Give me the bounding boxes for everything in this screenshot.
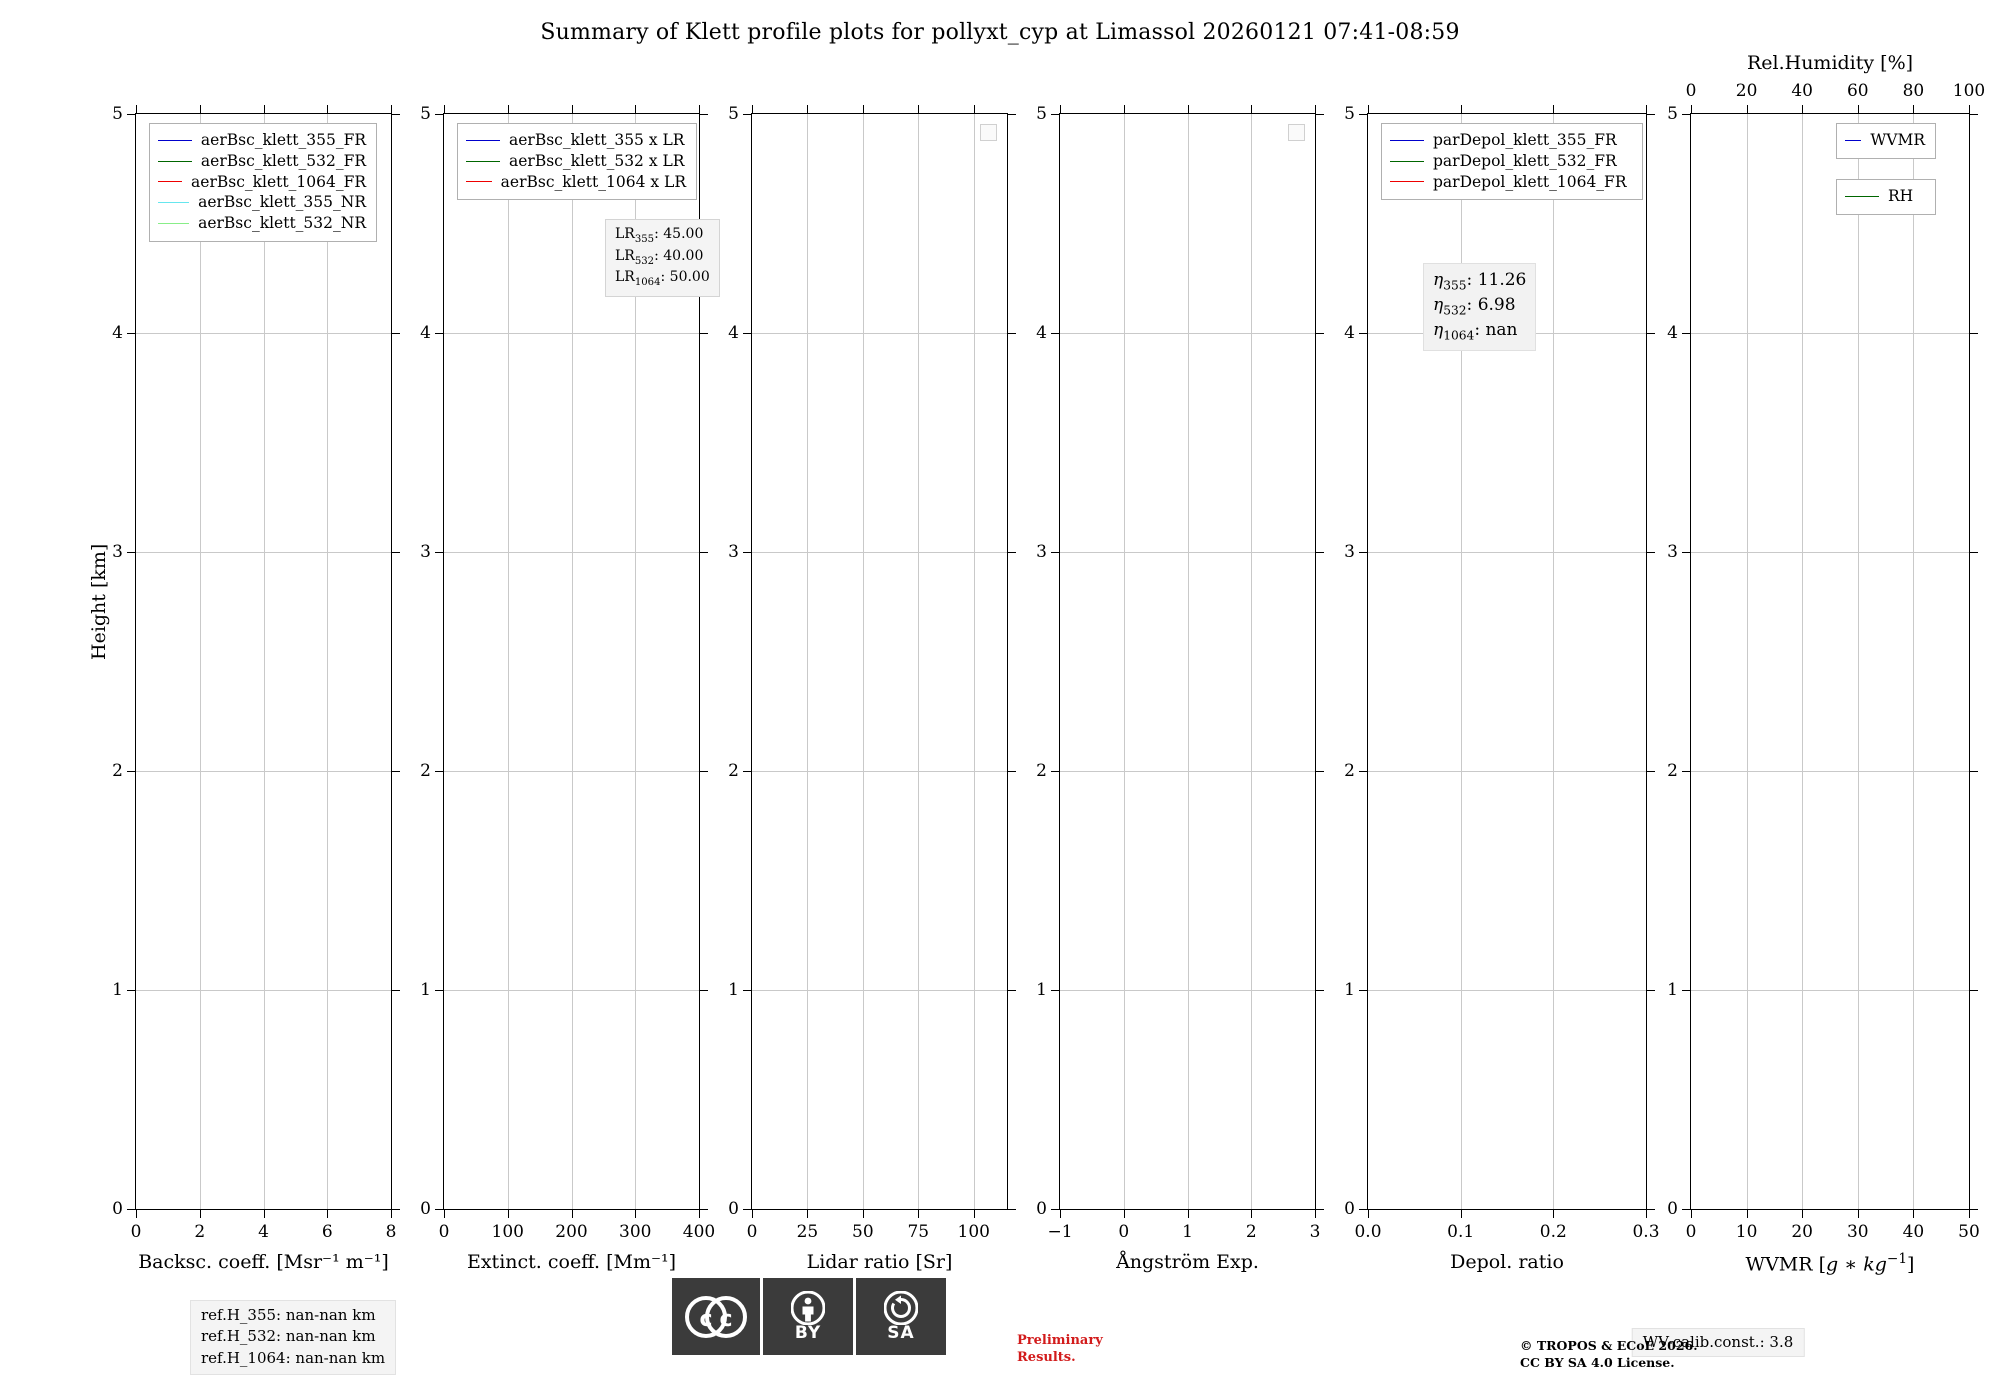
x-tick-label: 3	[1309, 1222, 1321, 1242]
y-tick-label: 1	[1667, 980, 1678, 1000]
share-alike-icon	[884, 1291, 918, 1325]
eta-355-label: η	[1433, 270, 1444, 290]
legend-item	[466, 172, 686, 193]
x-axis-title-backscatter: Backsc. coeff. [Msr⁻¹ m⁻¹]	[138, 1251, 389, 1273]
cc-sa-label: SA	[887, 1322, 915, 1343]
legend-backscatter[interactable]	[149, 123, 377, 242]
wv-calibration-constant: WV-calib.const.: 3.8	[1632, 1328, 1805, 1357]
y-tick-label: 2	[112, 761, 123, 781]
legend-swatch-532	[466, 161, 500, 162]
y-tick-label: 2	[1036, 761, 1047, 781]
y-tick-label: 4	[420, 323, 431, 343]
svg-text:c: c	[719, 1306, 733, 1332]
lr-532-sub: 532	[634, 255, 655, 267]
legend-rh[interactable]	[1836, 179, 1936, 215]
lr-1064-value: 50.00	[669, 269, 710, 286]
x-tick-label: 2	[194, 1222, 206, 1242]
legend-wvmr[interactable]	[1836, 123, 1936, 159]
ref-h-532: ref.H_532: nan-nan km	[201, 1327, 376, 1346]
x-axis-title-depol-ratio: Depol. ratio	[1450, 1251, 1564, 1273]
legend-label: aerBsc_klett_1064 x LR	[500, 172, 686, 191]
legend-placeholder-angstrom[interactable]	[1288, 124, 1305, 141]
eta-355-row: $\eta_{355}$: 11.26	[1433, 270, 1527, 293]
eta-532-row: $\eta_{532}$: 6.98	[1433, 294, 1516, 318]
legend-item	[158, 192, 366, 213]
panel-lidar-ratio	[728, 104, 1008, 1273]
cc-by-cell	[763, 1278, 853, 1355]
legend-swatch-pardepol-1064	[1390, 181, 1424, 182]
legend-item	[158, 213, 366, 234]
legend-item	[1390, 172, 1632, 193]
y-tick-label: 5	[420, 104, 431, 124]
y-tick-label: 5	[1036, 104, 1047, 124]
legend-label: aerBsc_klett_1064_FR	[191, 172, 366, 191]
y-tick-label: 1	[112, 980, 123, 1000]
legend-extinction[interactable]	[457, 123, 697, 200]
reference-height-box	[190, 1300, 396, 1375]
legend-swatch-pardepol-355	[1390, 140, 1424, 141]
ref-h-1064: ref.H_1064: nan-nan km	[201, 1348, 386, 1367]
lr-355-label: LR	[615, 226, 635, 242]
legend-label: aerBsc_klett_355_FR	[200, 131, 366, 149]
eta-532-sub: 532	[1443, 303, 1467, 318]
x-tick-label: 4	[258, 1222, 269, 1242]
legend-swatch-355	[466, 140, 500, 141]
y-tick-label: 5	[1667, 104, 1678, 124]
legend-item	[1390, 130, 1632, 151]
legend-swatch-pardepol-532	[1390, 161, 1424, 162]
eta-532-value: 6.98	[1477, 294, 1516, 315]
legend-label: aerBsc_klett_532 x LR	[509, 151, 685, 170]
cc-by-label: BY	[794, 1322, 822, 1343]
lr-532-value: 40.00	[663, 247, 704, 264]
legend-placeholder-lidar-ratio[interactable]	[980, 124, 997, 141]
legend-swatch-1064	[466, 181, 492, 182]
y-tick-label: 1	[1036, 980, 1047, 1000]
x-axis-title-lidar-ratio: Lidar ratio [Sr]	[806, 1251, 953, 1273]
legend-item	[158, 172, 366, 193]
legend-swatch-355nr	[158, 202, 189, 203]
eta-annotation	[1423, 263, 1536, 351]
legend-item	[466, 130, 686, 151]
lr-355-row: $LR_{355}$: 45.00	[615, 226, 704, 245]
eta-532-label: η	[1433, 294, 1444, 315]
x-tick-label: 0.1	[1447, 1222, 1475, 1242]
legend-item	[1845, 130, 1925, 151]
legend-item	[158, 130, 366, 151]
cc-sa-cell	[856, 1278, 946, 1355]
legend-swatch-rh	[1845, 196, 1879, 197]
panel-wvmr-rh	[1667, 52, 1986, 1276]
y-tick-label: 0	[1667, 1199, 1678, 1219]
eta-1064-row: $\eta_{1064}$: nan	[1433, 319, 1518, 343]
x-tick-label: 1	[1182, 1222, 1193, 1242]
y-tick-label: 3	[420, 542, 431, 562]
y-tick-label: 3	[1344, 542, 1355, 562]
lr-1064-sub: 1064	[634, 277, 661, 289]
y-tick-label: 2	[420, 761, 431, 781]
x-tick-label: 200	[555, 1222, 588, 1242]
x-tick-label: 25	[796, 1222, 819, 1242]
y-tick-label: 4	[1036, 323, 1047, 343]
legend-item	[1845, 186, 1925, 207]
copyright-line-2: CC BY SA 4.0 License.	[1520, 1354, 1675, 1370]
x-tick-label: 0.3	[1632, 1222, 1660, 1242]
x-tick-label: 40	[1902, 1222, 1925, 1242]
legend-label: aerBsc_klett_355 x LR	[509, 131, 685, 149]
y-tick-label: 0	[1344, 1199, 1355, 1219]
legend-label: parDepol_klett_532_FR	[1433, 151, 1617, 170]
copyright-note	[1520, 1338, 1698, 1372]
legend-swatch-1064fr	[158, 181, 182, 182]
plot-area-angstrom	[1036, 104, 1321, 1273]
panel-backscatter	[112, 104, 397, 1273]
x-axis-title-wvmr: WVMR [g ∗ $kg^{-1}$]	[1745, 1251, 1915, 1276]
svg-text:c: c	[699, 1306, 713, 1332]
y-tick-label: 0	[1036, 1199, 1047, 1219]
legend-label: aerBsc_klett_532_FR	[200, 151, 366, 170]
legend-label: RH	[1888, 187, 1914, 205]
lr-532-label: LR	[615, 247, 635, 264]
x-tick-label: 6	[321, 1222, 333, 1242]
plot-area-lidar-ratio	[728, 104, 1008, 1273]
panel-depol-ratio	[1344, 104, 1660, 1273]
x-tick-label: −1	[1047, 1222, 1073, 1242]
x-tick-label-top: 100	[1952, 81, 1986, 101]
x-tick-label: 75	[907, 1222, 930, 1242]
lr-1064-row: $LR_{1064}$: 50.00	[615, 269, 710, 289]
legend-label: parDepol_klett_1064_FR	[1433, 172, 1627, 191]
lr-355-value: 45.00	[663, 226, 704, 242]
panel-extinction	[420, 104, 716, 1273]
lr-355-sub: 355	[634, 233, 655, 245]
plot-area-wvmr-rh	[1667, 52, 1986, 1276]
x-axis-title-rh: Rel.Humidity [%]	[1746, 52, 1914, 74]
x-tick-label: 0	[130, 1222, 142, 1242]
legend-swatch-355fr	[158, 140, 192, 141]
x-tick-label: 2	[1245, 1222, 1257, 1242]
cc-logo-icon	[672, 1278, 760, 1355]
y-tick-label: 0	[728, 1199, 739, 1219]
y-tick-label: 2	[1667, 761, 1678, 781]
legend-label: aerBsc_klett_532_NR	[198, 214, 366, 233]
y-tick-label: 2	[1344, 761, 1355, 781]
y-tick-label: 4	[1344, 323, 1355, 343]
x-tick-label: 100	[491, 1222, 524, 1242]
y-tick-label: 4	[728, 323, 739, 343]
legend-item	[466, 151, 686, 172]
legend-item	[1390, 151, 1632, 172]
x-tick-label-top: 40	[1791, 81, 1814, 101]
page-title: Summary of Klett profile plots for pollyxt_cyp at Limassol 20260121 07:41-08:59	[540, 20, 1460, 45]
x-axis-title-angstrom: Ångström Exp.	[1116, 1251, 1259, 1273]
y-tick-label: 1	[728, 980, 739, 1000]
legend-label: aerBsc_klett_355_NR	[198, 193, 366, 212]
x-tick-label: 0	[438, 1222, 450, 1242]
y-axis-title: Height [km]	[88, 543, 110, 660]
eta-1064-sub: 1064	[1443, 328, 1475, 343]
y-tick-label: 4	[1667, 323, 1678, 343]
x-tick-label: 10	[1735, 1222, 1758, 1242]
x-tick-label: 0.0	[1354, 1222, 1382, 1242]
preliminary-note	[1017, 1333, 1103, 1367]
legend-swatch-532fr	[158, 161, 192, 162]
legend-label: WVMR	[1870, 131, 1925, 149]
y-tick-label: 4	[112, 323, 123, 343]
y-tick-label: 1	[420, 980, 431, 1000]
x-tick-label: 20	[1791, 1222, 1814, 1242]
x-tick-label: 0	[746, 1222, 758, 1242]
y-tick-label: 5	[728, 104, 739, 124]
cc-license-badge	[672, 1278, 946, 1355]
y-tick-label: 1	[1344, 980, 1355, 1000]
y-tick-label: 3	[1667, 542, 1678, 562]
x-tick-label-top: 0	[1685, 81, 1697, 101]
ref-h-355: ref.H_355: nan-nan km	[201, 1306, 376, 1324]
legend-swatch-wvmr	[1845, 140, 1861, 141]
x-tick-label: 100	[957, 1222, 990, 1242]
x-tick-label: 0	[1685, 1222, 1697, 1242]
copyright-line-1: © TROPOS & ECoE 2026.	[1520, 1338, 1698, 1353]
x-tick-label-top: 80	[1902, 81, 1925, 101]
legend-label: parDepol_klett_355_FR	[1433, 131, 1617, 149]
lr-1064-label: LR	[615, 269, 635, 286]
y-tick-label: 3	[1036, 542, 1047, 562]
legend-swatch-532nr	[158, 223, 189, 224]
x-tick-label-top: 60	[1846, 81, 1869, 101]
eta-1064-label: η	[1433, 319, 1444, 340]
x-tick-label: 8	[385, 1222, 397, 1242]
x-tick-label: 30	[1846, 1222, 1869, 1242]
x-tick-label: 0.2	[1539, 1222, 1567, 1242]
person-icon	[791, 1291, 825, 1325]
x-axis-title-extinction: Extinct. coeff. [Mm⁻¹]	[466, 1251, 677, 1273]
y-tick-label: 3	[728, 542, 739, 562]
panel-angstrom	[1036, 104, 1321, 1273]
y-tick-label: 0	[420, 1199, 431, 1219]
legend-item	[158, 151, 366, 172]
x-tick-label: 0	[1118, 1222, 1130, 1242]
y-tick-label: 5	[1344, 104, 1355, 124]
x-tick-label: 50	[1958, 1222, 1980, 1242]
y-tick-label: 5	[112, 104, 123, 124]
y-tick-label: 2	[728, 761, 739, 781]
legend-depol-ratio[interactable]	[1381, 123, 1643, 200]
x-tick-label-top: 20	[1735, 81, 1758, 101]
eta-1064-value: nan	[1485, 319, 1518, 340]
lr-532-row: $LR_{532}$: 40.00	[615, 247, 704, 267]
preliminary-line-2: Results.	[1017, 1349, 1076, 1365]
preliminary-line-1: Preliminary	[1017, 1333, 1103, 1348]
plot-area-backscatter	[112, 104, 397, 1273]
x-tick-label: 50	[852, 1222, 874, 1242]
y-tick-label: 3	[112, 542, 123, 562]
lidar-ratio-annotation	[605, 219, 720, 297]
eta-355-value: 11.26	[1477, 270, 1527, 290]
y-tick-label: 0	[112, 1199, 123, 1219]
x-tick-label: 400	[682, 1222, 716, 1242]
x-tick-label: 300	[619, 1222, 652, 1242]
eta-355-sub: 355	[1443, 278, 1467, 293]
